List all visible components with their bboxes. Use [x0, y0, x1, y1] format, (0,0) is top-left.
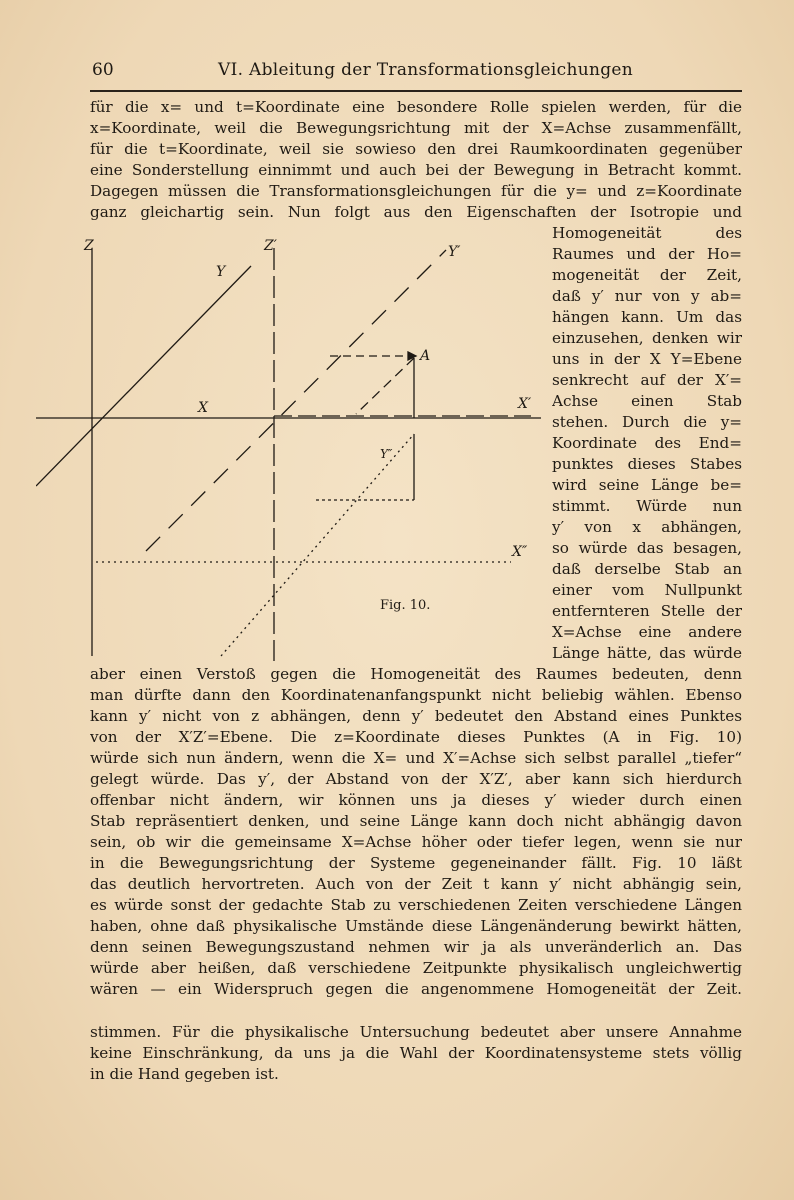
text-line: keine Einschränkung, da uns ja die Wahl der Koordinatensysteme stets völlig [90, 1044, 742, 1062]
side-text-line: Homogeneität des [552, 224, 742, 242]
side-text-line: einer vom Nullpunkt [552, 581, 742, 599]
label-z: Z [84, 238, 94, 254]
header-rule [90, 90, 742, 92]
side-text-line: stehen. Durch die y= [552, 413, 742, 431]
page-header [92, 60, 740, 88]
text-line: x=Koordinate, weil die Bewegungsrichtung mit der X=Achse zusammenfällt, [90, 119, 742, 137]
rod-a-projection [356, 358, 414, 414]
side-text-line: wird seine Länge be= [552, 476, 742, 494]
side-text-line: punktes dieses Stabes [552, 455, 742, 473]
text-line: offenbar nicht ändern, wir können uns ja dieses y′ wieder durch einen [90, 791, 742, 809]
text-line: man dürfte dann den Koordinatenanfangspunkt nicht beliebig wählen. Ebenso [90, 686, 742, 704]
text-line: das deutlich hervortreten. Auch von der Zeit t kann y′ nicht abhängig sein, [90, 875, 742, 893]
text-line: kann y′ nicht von z abhängen, denn y′ bedeutet den Abstand eines Punktes [90, 707, 742, 725]
y-axis-line [36, 266, 251, 486]
label-x: X [198, 400, 208, 416]
label-x-prime: X′ [518, 396, 532, 412]
figure-caption: Fig. 10. [380, 598, 431, 613]
side-text-line: so würde das besagen, [552, 539, 742, 557]
text-line: aber einen Verstoß gegen die Homogeneität des Raumes bedeuten, denn [90, 665, 742, 683]
text-line: in die Bewegungsrichtung der Systeme gegeneinander fällt. Fig. 10 läßt [90, 854, 742, 872]
side-text-line: Koordinate des End= [552, 434, 742, 452]
side-text-line: einzusehen, denken wir [552, 329, 742, 347]
text-line: wären — ein Widerspruch gegen die angenommene Homogeneität der Zeit. [90, 980, 742, 998]
side-text-line: hängen kann. Um das [552, 308, 742, 326]
side-text-line: mogeneität der Zeit, [552, 266, 742, 284]
y-prime-axis-line [146, 250, 446, 551]
side-text-line: senkrecht auf der X′= [552, 371, 742, 389]
y-double-axis-line [221, 434, 414, 656]
running-title: VI. Ableitung der Transformationsgleichungen [218, 60, 634, 80]
text-line: für die t=Koordinate, weil sie sowieso den drei Raumkoordinaten gegenüber [90, 140, 742, 158]
side-text-line: X=Achse eine andere [552, 623, 742, 641]
text-line: von der X′Z′=Ebene. Die z=Koordinate dieses Punktes (A in Fig. 10) [90, 728, 742, 746]
side-text-line: stimmt. Würde nun [552, 497, 742, 515]
text-line: für die x= und t=Koordinate eine besondere Rolle spielen werden, für die [90, 98, 742, 116]
label-z-prime: Z′ [264, 238, 277, 254]
side-text-line: daß derselbe Stab an [552, 560, 742, 578]
text-line: es würde sonst der gedachte Stab zu verschiedenen Zeiten verschiedene Längen [90, 896, 742, 914]
arrow-head [408, 352, 416, 360]
label-y: Y [216, 264, 226, 280]
text-line: Dagegen müssen die Transformationsgleichungen für die y= und z=Koordinate [90, 182, 742, 200]
text-line: eine Sonderstellung einnimmt und auch bei der Bewegung in Betracht kommt. [90, 161, 742, 179]
text-line: würde aber heißen, daß verschiedene Zeitpunkte physikalisch ungleichwertig [90, 959, 742, 977]
text-line: denn seinen Bewegungszustand nehmen wir ja als unveränderlich an. Das [90, 938, 742, 956]
text-line: würde sich nun ändern, wenn die X= und X′=Achse sich selbst parallel „tiefer“ [90, 749, 742, 767]
side-text-line: Raumes und der Ho= [552, 245, 742, 263]
side-text-line: Länge hätte, das würde [552, 644, 742, 662]
text-line: haben, ohne daß physikalische Umstände diese Längenänderung bewirkt hätten, [90, 917, 742, 935]
label-y-prime: Y′ [448, 244, 461, 260]
text-line: ganz gleichartig sein. Nun folgt aus den Eigenschaften der Isotropie und [90, 203, 742, 221]
page-number: 60 [92, 60, 114, 80]
text-line: in die Hand gegeben ist. [90, 1065, 279, 1083]
text-line: gelegt würde. Das y′, der Abstand von der X′Z′, aber kann sich hierdurch [90, 770, 742, 788]
figure-10-diagram [36, 236, 546, 676]
side-text-line: entfernteren Stelle der [552, 602, 742, 620]
text-line: stimmen. Für die physikalische Untersuchung bedeutet aber unsere Annahme [90, 1023, 742, 1041]
text-line: Stab repräsentiert denken, und seine Länge kann doch nicht abhängig davon [90, 812, 742, 830]
label-y-double: Y″ [380, 447, 393, 461]
label-a: A [420, 348, 431, 364]
label-x-double: X″ [512, 544, 528, 560]
side-text-line: y′ von x abhängen, [552, 518, 742, 536]
side-text-line: uns in der X Y=Ebene [552, 350, 742, 368]
side-text-line: Achse einen Stab [552, 392, 742, 410]
text-line: sein, ob wir die gemeinsame X=Achse höher oder tiefer legen, wenn sie nur [90, 833, 742, 851]
side-text-line: daß y′ nur von y ab= [552, 287, 742, 305]
